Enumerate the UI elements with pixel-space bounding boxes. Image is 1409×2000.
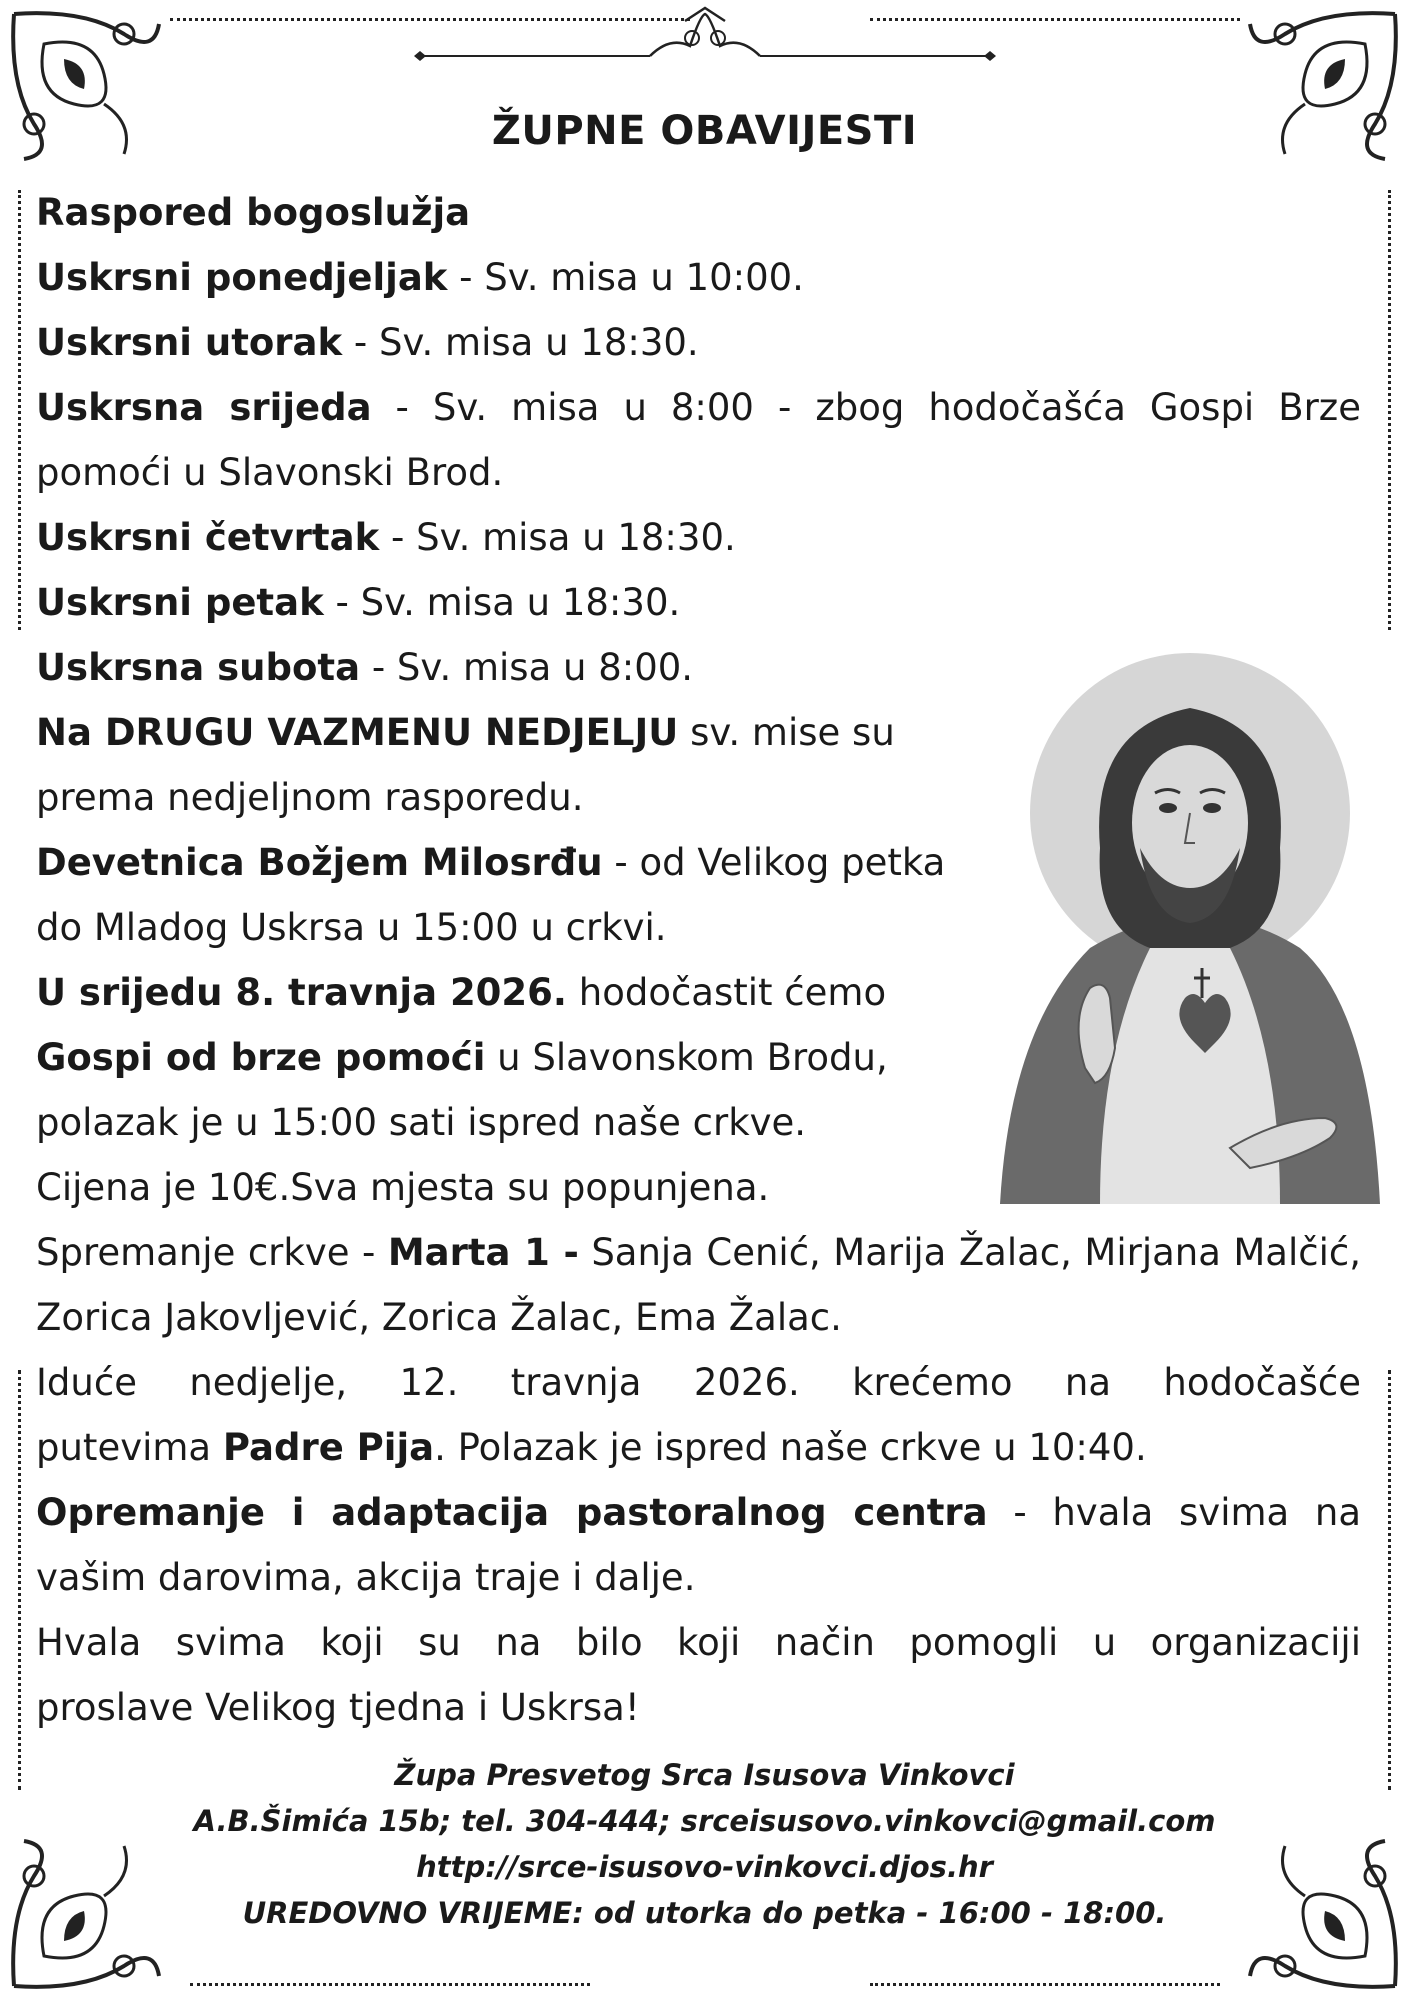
border-left-dots (18, 190, 21, 630)
announcement-pastoral-centre: Opremanje i adaptacija pastoralnog centra - hvala svima na (36, 1491, 1361, 1534)
top-center-ornament-icon (400, 6, 1010, 66)
announcement-pilgrimage-3: polazak je u 15:00 sati ispred naše crkve. (36, 1101, 807, 1144)
announcement-wednesday-cont: pomoći u Slavonski Brod. (36, 451, 504, 494)
border-bottom-right-dots (870, 1983, 1220, 1986)
announcements-body (36, 180, 1361, 1740)
announcement-next-sunday: Iduće nedjelje, 12. travnja 2026. krećemo na hodočašće (36, 1361, 1361, 1404)
announcement-wednesday: Uskrsna srijeda - Sv. misa u 8:00 - zbog hodočašća Gospi Brze (36, 386, 1361, 429)
border-right-dots-lower (1388, 1370, 1391, 1790)
parish-footer (0, 1752, 1409, 1936)
announcement-next-sunday-cont: putevima Padre Pija. Polazak je ispred naše crkve u 10:40. (36, 1426, 1147, 1469)
footer-office-hours: UREDOVNO VRIJEME: od utorka do petka - 16:00 - 18:00. (242, 1896, 1167, 1930)
footer-website: http://srce-isusovo-vinkovci.djos.hr (416, 1850, 993, 1884)
announcement-second-sunday: Na DRUGU VAZMENU NEDJELJU sv. mise su (36, 711, 895, 754)
border-right-dots (1388, 190, 1391, 630)
announcement-novena: Devetnica Božjem Milosrđu - od Velikog petka (36, 841, 946, 884)
border-bottom-left-dots (190, 1983, 590, 1986)
announcement-church-cleaning: Spremanje crkve - Marta 1 - Sanja Cenić, Marija Žalac, Mirjana Malčić, Zorica Jakovljević, Zorica Žalac, Ema Žalac. (36, 1231, 1361, 1339)
announcement-pilgrimage: U srijedu 8. travnja 2026. hodočastit ćemo (36, 971, 887, 1014)
announcement-monday: Uskrsni ponedjeljak - Sv. misa u 10:00. (36, 256, 804, 299)
footer-address: A.B.Šimića 15b; tel. 304-444; srceisusovo.vinkovci@gmail.com (193, 1804, 1216, 1838)
announcement-thanks: Hvala svima koji su na bilo koji način pomogli u organizaciji (36, 1621, 1361, 1664)
announcement-friday: Uskrsni petak - Sv. misa u 18:30. (36, 581, 681, 624)
announcement-novena-cont: do Mladog Uskrsa u 15:00 u crkvi. (36, 906, 667, 949)
announcement-pilgrimage-4: Cijena je 10€.Sva mjesta su popunjena. (36, 1166, 770, 1209)
footer-parish-name: Župa Presvetog Srca Isusova Vinkovci (394, 1758, 1015, 1792)
announcement-pastoral-centre-cont: vašim darovima, akcija traje i dalje. (36, 1556, 696, 1599)
announcement-pilgrimage-2: Gospi od brze pomoći u Slavonskom Brodu, (36, 1036, 888, 1079)
announcement-saturday: Uskrsna subota - Sv. misa u 8:00. (36, 646, 694, 689)
page-title: ŽUPNE OBAVIJESTI (491, 108, 918, 154)
announcement-tuesday: Uskrsni utorak - Sv. misa u 18:30. (36, 321, 699, 364)
border-left-dots-lower (18, 1370, 21, 1790)
announcement-second-sunday-cont: prema nedjeljnom rasporedu. (36, 776, 584, 819)
announcement-thursday: Uskrsni četvrtak - Sv. misa u 18:30. (36, 516, 736, 559)
schedule-heading: Raspored bogoslužja (36, 191, 471, 234)
announcement-thanks-cont: proslave Velikog tjedna i Uskrsa! (36, 1686, 640, 1729)
